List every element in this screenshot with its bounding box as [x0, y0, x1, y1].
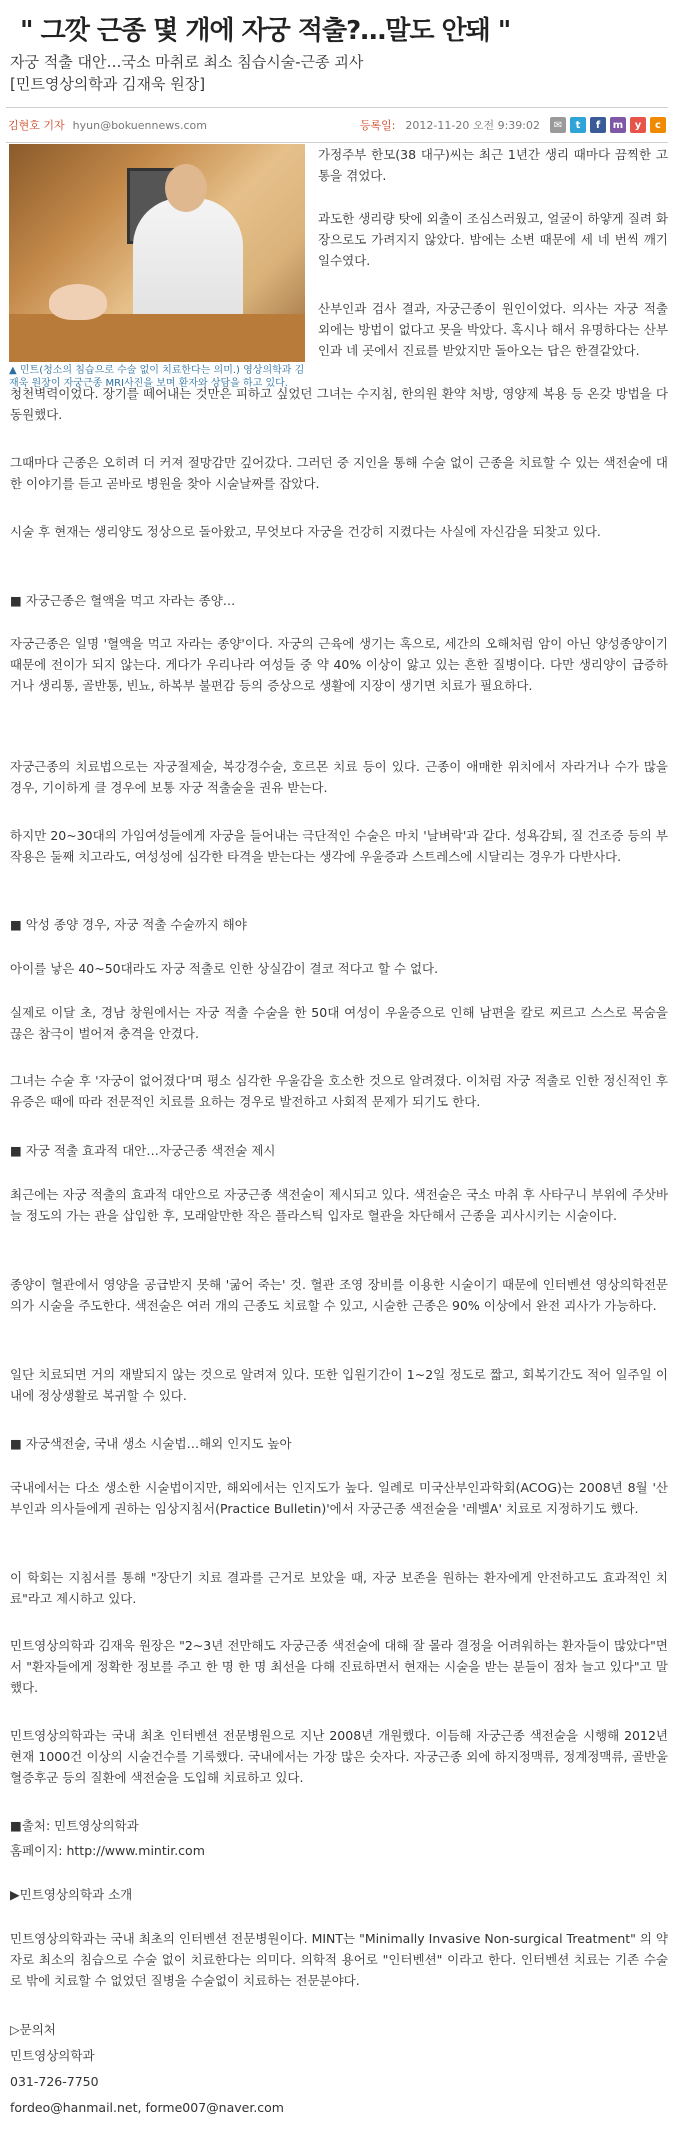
paragraph: 가정주부 한모(38 대구)씨는 최근 1년간 생리 때마다 끔찍한 고통을 겪었다.: [318, 147, 668, 183]
article-meta-bar: [6, 107, 668, 143]
paragraph: 산부인과 검사 결과, 자궁근종이 원인이었다. 의사는 자궁 적출 외에는 방법이 없다고 못을 박았다. 혹시나 해서 유명하다는 산부인과 네 곳에서 진료를 받았지만 돌아오는 답은 한결같았다.: [318, 301, 668, 358]
section-heading: ■ 자궁 적출 효과적 대안…자궁근종 색전술 제시: [10, 1143, 276, 1158]
paragraph: 이 학회는 지침서를 통해 "장단기 치료 결과를 근거로 보았을 때, 자궁 보존을 원하는 환자에게 안전하고도 효과적인 치료"라고 제시하고 있다.: [10, 1570, 668, 1606]
paragraph: 민트영상의학과 김재욱 원장은 "2~3년 전만해도 자궁근종 색전술에 대해 잘 몰라 결정을 어려워하는 환자들이 많았다"면서 "환자들에게 정확한 정보를 주고 한 명 한 명 최선을 다해 진료하면서 현재는 시술을 받는 분들이 점차 늘고 있다"고 말했다.: [10, 1638, 668, 1695]
contact-name: 민트영상의학과: [10, 2048, 95, 2063]
paragraph: 과도한 생리량 탓에 외출이 조심스러웠고, 얼굴이 하얗게 질려 화장으로도 가려지지 않았다. 밤에는 소변 때문에 세 네 번씩 깨기 일수였다.: [318, 211, 668, 268]
contact-heading: ▷문의처: [10, 2022, 56, 2037]
doctor-consultation-photo: [9, 144, 305, 362]
reporter-email[interactable]: hyun@bokuennews.com: [72, 118, 207, 132]
paragraph: 민트영상의학과는 국내 최초 인터벤션 전문병원으로 지난 2008년 개원했다. 이듬해 자궁근종 색전술을 시행해 2012년 현재 1000건 이상의 시술건수를 기록했다. 국내에서는 가장 많은 숫자다. 자궁근종 외에 하지정맥류, 정계정맥류, 골반울혈증후군 등의 질환에 색전술을 도입해 치료하고 있다.: [10, 1728, 668, 1785]
paragraph: 최근에는 자궁 적출의 효과적 대안으로 자궁근종 색전술이 제시되고 있다. 색전술은 국소 마취 후 사타구니 부위에 주삿바늘 정도의 가는 관을 삽입한 후, 모래알만한 작은 플라스틱 입자로 혈관을 차단해서 근종을 괴사시키는 시술이다.: [10, 1187, 668, 1223]
paragraph: 자궁근종은 일명 '혈액을 먹고 자라는 종양'이다. 자궁의 근육에 생기는 혹으로, 세간의 오해처럼 암이 아닌 양성종양이기 때문에 전이가 되지 않는다. 게다가 우리나라 여성들 중 약 40% 이상이 앓고 있는 흔한 질병이다. 다만 생리양이 급증하거나 생리통, 골반통, 빈뇨, 하복부 불편감 등의 증상으로 생활에 지장이 생기면 치료가 필요하다.: [10, 636, 668, 693]
reporter-name-link[interactable]: 김현호 기자: [8, 119, 65, 132]
paragraph: 아이를 낳은 40~50대라도 자궁 적출로 인한 상실감이 결코 적다고 할 수 없다.: [10, 961, 439, 976]
yozm-icon[interactable]: y: [630, 117, 646, 133]
paragraph: 자궁근종의 치료법으로는 자궁절제술, 복강경수술, 호르몬 치료 등이 있다. 근종이 애매한 위치에서 자라거나 수가 많을 경우, 기이하게 클 경우에 보통 자궁 적출술을 권유 받는다.: [10, 759, 668, 795]
paragraph: 그때마다 근종은 오히려 더 커져 절망감만 깊어갔다. 그러던 중 지인을 통해 수술 없이 근종을 치료할 수 있는 색전술에 대한 이야기를 듣고 곧바로 병원을 찾아 시술날짜를 잡았다.: [10, 455, 668, 491]
section-heading: ■ 자궁색전술, 국내 생소 시술법…해외 인지도 높아: [10, 1436, 292, 1451]
contact-email[interactable]: fordeo@hanmail.net, forme007@naver.com: [10, 2100, 284, 2115]
me2day-icon[interactable]: m: [610, 117, 626, 133]
email-icon[interactable]: ✉: [550, 117, 566, 133]
paragraph: 민트영상의학과는 국내 최초의 인터벤션 전문병원이다. MINT는 "Minimally Invasive Non-surgical Treatment" 의 약자로 최소의 침습으로 수술 없이 치료한다는 의미다. 의학적 용어로 "인터벤션" 이라고 한다. 인터벤션 치료는 기존 수술로 밖에 치료할 수 없었던 질병을 수술없이 치료하는 전문분야다.: [10, 1931, 668, 1988]
source-label: ■출처: 민트영상의학과: [10, 1818, 139, 1833]
registered-date: 2012-11-20 오전 9:39:02: [405, 119, 540, 132]
facebook-icon[interactable]: f: [590, 117, 606, 133]
paragraph: 청천벽력이었다. 장기를 떼어내는 것만은 피하고 싶었던 그녀는 수지침, 한의원 환약 처방, 영양제 복용 등 온갖 방법을 다 동원했다.: [10, 386, 668, 422]
article-photo-box: [9, 144, 305, 390]
paragraph: 그녀는 수술 후 '자궁이 없어졌다'며 평소 심각한 우울감을 호소한 것으로 알려졌다. 이처럼 자궁 적출로 인한 정신적인 후유증은 때에 따라 전문적인 치료를 요하는 경우로 발전하고 사회적 문제가 되기도 한다.: [10, 1073, 668, 1109]
paragraph: 하지만 20~30대의 가임여성들에게 자궁을 들어내는 극단적인 수술은 마치 '날벼락'과 같다. 성욕감퇴, 질 건조증 등의 부작용은 둘째 치고라도, 여성성에 심각한 타격을 받는다는 생각에 우울증과 스트레스에 시달리는 경우가 다반사다.: [10, 828, 668, 864]
contact-phone: 031-726-7750: [10, 2074, 99, 2089]
article-page: [0, 10, 676, 2115]
share-icons: [550, 117, 666, 133]
twitter-icon[interactable]: t: [570, 117, 586, 133]
article-subtitle: 자궁 적출 대안…국소 마취로 최소 침습시술-근종 괴사: [10, 53, 364, 71]
paragraph: 일단 치료되면 거의 재발되지 않는 것으로 알려져 있다. 또한 입원기간이 1~2일 정도로 짧고, 회복기간도 적어 일주일 이내에 정상생활로 복귀할 수 있다.: [10, 1367, 668, 1403]
section-heading: ▶민트영상의학과 소개: [10, 1887, 133, 1902]
paragraph: 종양이 혈관에서 영양을 공급받지 못해 '굶어 죽는' 것. 혈관 조영 장비를 이용한 시술이기 때문에 인터벤션 영상의학전문의가 시술을 주도한다. 색전술은 여러 개의 근종도 치료할 수 있고, 시술한 근종은 90% 이상에서 완전 괴사가 가능하다.: [10, 1277, 668, 1313]
paragraph: 실제로 이달 초, 경남 창원에서는 자궁 적출 수술을 한 50대 여성이 우울증으로 인해 남편을 칼로 찌르고 스스로 목숨을 끊은 참극이 벌어져 충격을 안겼다.: [10, 1005, 668, 1041]
paragraph: 시술 후 현재는 생리양도 정상으로 돌아왔고, 무엇보다 자궁을 건강히 지켰다는 사실에 자신감을 되찾고 있다.: [10, 524, 601, 539]
cyworld-icon[interactable]: c: [650, 117, 666, 133]
registered-label: 등록일:: [359, 119, 396, 132]
section-heading: ■ 악성 종양 경우, 자궁 적출 수술까지 해야: [10, 917, 247, 932]
photo-caption: ▲ 민트(청소의 침습으로 수술 없이 치료한다는 의미.) 영상의학과 김재욱 원장이 자궁근종 MRI사진을 보며 환자와 상담을 하고 있다.: [9, 365, 305, 389]
homepage-link[interactable]: 홈페이지: http://www.mintir.com: [10, 1843, 205, 1858]
article-subtitle-2: [민트영상의학과 김재욱 원장]: [10, 75, 206, 93]
paragraph: 국내에서는 다소 생소한 시술법이지만, 해외에서는 인지도가 높다. 일례로 미국산부인과학회(ACOG)는 2008년 8월 '산부인과 의사들에게 권하는 임상지침서(Practice Bulletin)'에서 자궁근종 색전술을 '레벨A' 치료로 지정하기도 했다.: [10, 1480, 668, 1516]
article-title: " 그깟 근종 몇 개에 자궁 적출?…말도 안돼 ": [20, 16, 511, 46]
section-heading: ■ 자궁근종은 혈액을 먹고 자라는 종양…: [10, 593, 236, 608]
